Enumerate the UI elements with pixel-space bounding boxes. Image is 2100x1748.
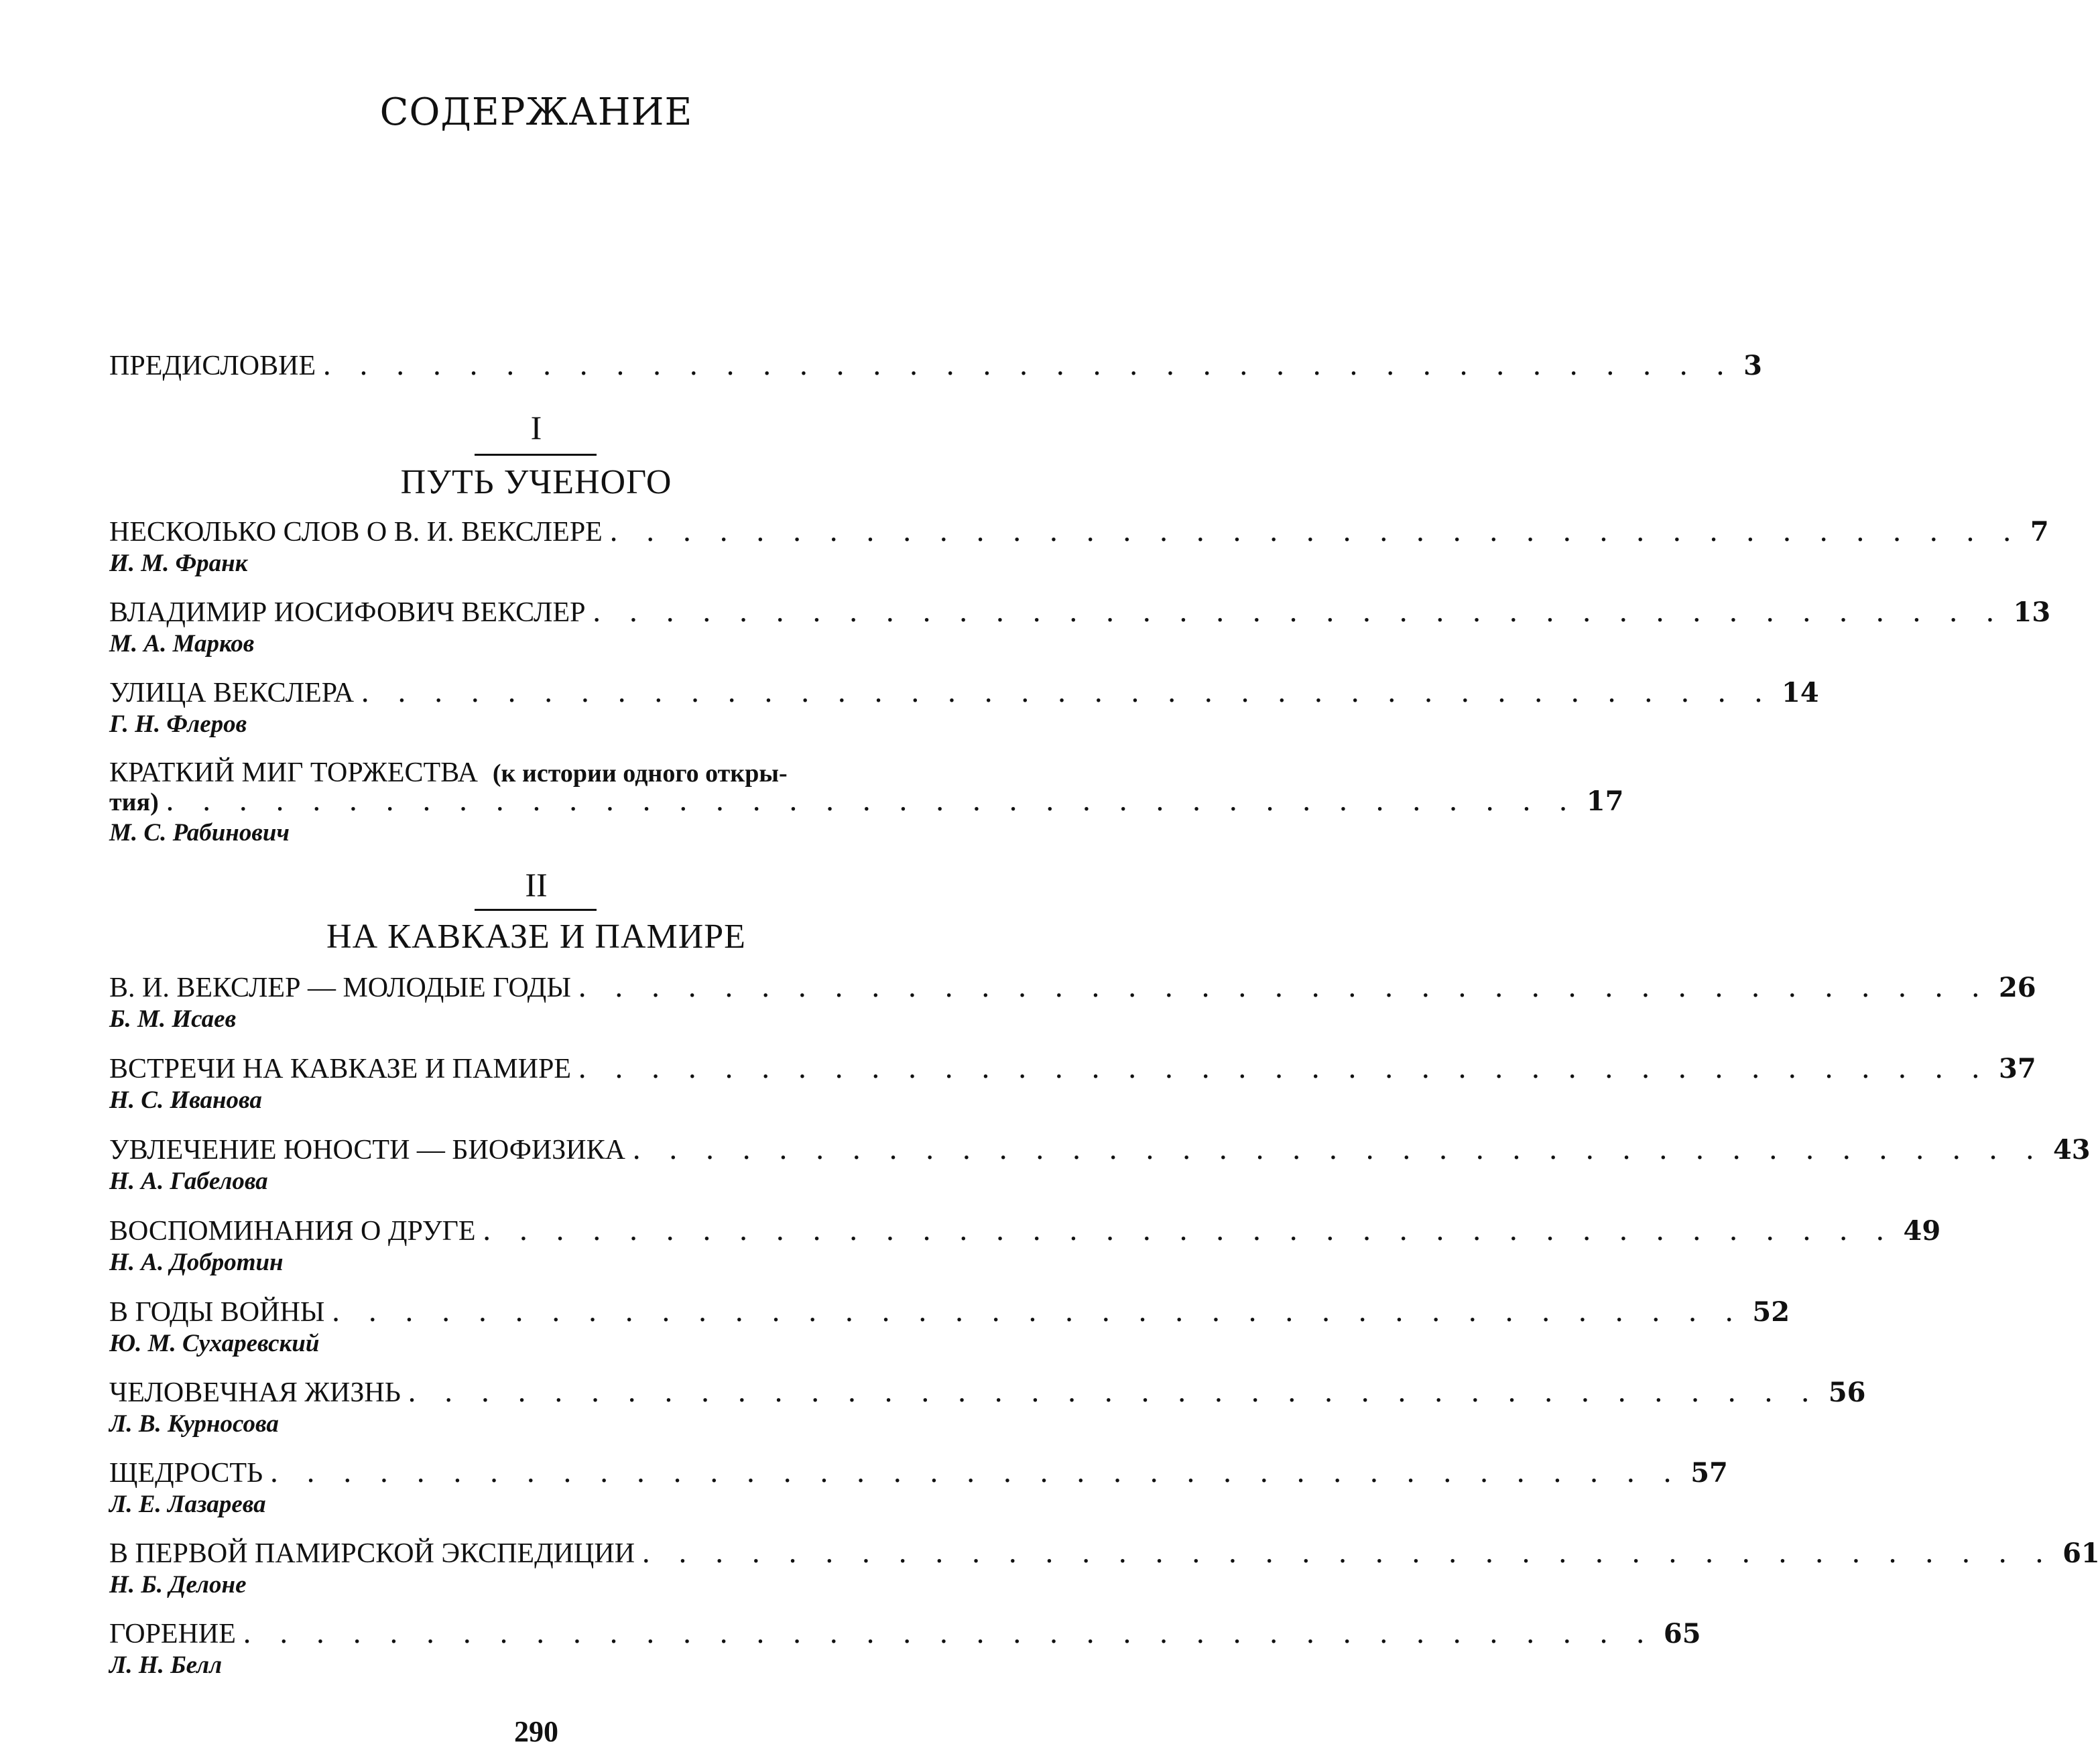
page-number: 290 <box>514 1715 558 1748</box>
entry-page: 37 <box>1999 1053 2036 1084</box>
entry-title: ГОРЕНИЕ <box>109 1619 236 1649</box>
entry-author: Л. В. Курносова <box>109 1410 279 1438</box>
entry-title: ВСТРЕЧИ НА КАВКАЗЕ И ПАМИРЕ <box>109 1054 572 1084</box>
section-numeral: II <box>525 866 548 903</box>
leader-dots: . . . . . . . . . . . . . . . . . . . . . . . . . . . . . . . . . . . . . . . <box>165 784 1577 817</box>
entry-title: НЕСКОЛЬКО СЛОВ О В. И. ВЕКСЛЕРЕ <box>109 517 603 548</box>
entry-page: 26 <box>1998 972 2036 1003</box>
section-numeral: I <box>530 409 542 446</box>
leader-dots: . . . . . . . . . . . . . . . . . . . . . . . . . . . . . . . . . . . . . . . <box>269 1456 1682 1489</box>
entry-author: Л. Е. Лазарева <box>109 1491 266 1518</box>
entry-page: 56 <box>1828 1377 1866 1408</box>
entry-title: В ПЕРВОЙ ПАМИРСКОЙ ЭКСПЕДИЦИИ <box>109 1538 635 1569</box>
leader-dots: . . . . . . . . . . . . . . . . . . . . . . . . . . . . . . . . . . . . . . . <box>631 1133 2044 1166</box>
toc-entry[interactable] <box>109 1052 2036 1115</box>
entry-title: ВЛАДИМИР ИОСИФОВИЧ ВЕКСЛЕР <box>109 597 586 628</box>
entry-author: Н. А. Добротин <box>109 1249 284 1276</box>
toc-entry[interactable] <box>109 971 2036 1034</box>
toc-entry[interactable] <box>109 595 2051 659</box>
toc-entry[interactable] <box>109 1456 1728 1519</box>
leader-dots: . . . . . . . . . . . . . . . . . . . . . . . . . . . . . . . . . . . . . . . <box>609 515 2021 548</box>
leader-dots: . . . . . . . . . . . . . . . . . . . . . . . . . . . . . . . . . . . . . . . <box>641 1536 2054 1569</box>
entry-title: ПРЕДИСЛОВИЕ <box>109 351 316 381</box>
entry-page: 57 <box>1690 1457 1728 1489</box>
section-title: НА КАВКАЗЕ И ПАМИРЕ <box>326 918 746 956</box>
entry-author: Н. С. Иванова <box>109 1086 262 1114</box>
entry-note-continued: тия) <box>109 788 159 816</box>
entry-author: Л. Н. Белл <box>109 1651 223 1679</box>
entry-page: 43 <box>2052 1134 2091 1166</box>
leader-dots: . . . . . . . . . . . . . . . . . . . . . . . . . . . . . . . . . . . . . . . <box>578 1052 1990 1084</box>
entry-page: 49 <box>1903 1215 1941 1247</box>
entry-note: (к истории одного откры- <box>492 759 788 788</box>
entry-author: Б. М. Исаев <box>109 1005 237 1033</box>
leader-dots: . . . . . . . . . . . . . . . . . . . . . . . . . . . . . . . . . . . . . . . <box>322 349 1735 381</box>
entry-title: КРАТКИЙ МИГ ТОРЖЕСТВА <box>109 757 478 788</box>
leader-dots: . . . . . . . . . . . . . . . . . . . . . . . . . . . . . . . . . . . . . . . <box>331 1295 1743 1328</box>
entry-title: ЩЕДРОСТЬ <box>109 1458 263 1489</box>
entry-title: УВЛЕЧЕНИЕ ЮНОСТИ — БИОФИЗИКА <box>109 1135 625 1166</box>
section-divider <box>475 454 597 456</box>
toc-entry[interactable] <box>109 515 2049 578</box>
toc-entry[interactable] <box>109 1536 2100 1600</box>
entry-title: УЛИЦА ВЕКСЛЕРА <box>109 678 355 708</box>
section-divider <box>475 909 597 911</box>
leader-dots: . . . . . . . . . . . . . . . . . . . . . . . . . . . . . . . . . . . . . . . <box>577 971 1989 1003</box>
toc-entry[interactable] <box>109 1375 1866 1439</box>
entry-title: В. И. ВЕКСЛЕР — МОЛОДЫЕ ГОДЫ <box>109 973 571 1003</box>
toc-entry[interactable] <box>109 1133 2091 1196</box>
entry-author: Н. А. Габелова <box>109 1168 268 1195</box>
entry-title: В ГОДЫ ВОЙНЫ <box>109 1297 325 1328</box>
toc-entry[interactable] <box>109 1617 1701 1680</box>
page-title: СОДЕРЖАНИЕ <box>379 90 693 134</box>
leader-dots: . . . . . . . . . . . . . . . . . . . . . . . . . . . . . . . . . . . . . . . <box>592 595 2004 628</box>
toc-entry[interactable] <box>109 1295 1790 1359</box>
entry-author: М. А. Марков <box>109 630 255 658</box>
entry-author: Н. Б. Делоне <box>109 1571 247 1599</box>
entry-author: Г. Н. Флеров <box>109 710 247 738</box>
entry-title: ВОСПОМИНАНИЯ О ДРУГЕ <box>109 1216 476 1247</box>
entry-author: Ю. М. Сухаревский <box>109 1330 320 1357</box>
entry-page: 7 <box>2030 516 2049 548</box>
entry-page: 3 <box>1743 350 1762 381</box>
entry-author: М. С. Рабинович <box>109 819 290 847</box>
section-title: ПУТЬ УЧЕНОГО <box>400 463 672 501</box>
entry-page: 13 <box>2013 597 2051 628</box>
leader-dots: . . . . . . . . . . . . . . . . . . . . . . . . . . . . . . . . . . . . . . . <box>482 1214 1894 1247</box>
entry-page: 52 <box>1752 1296 1790 1328</box>
leader-dots: . . . . . . . . . . . . . . . . . . . . . . . . . . . . . . . . . . . . . . . <box>361 676 1773 708</box>
leader-dots: . . . . . . . . . . . . . . . . . . . . . . . . . . . . . . . . . . . . . . . <box>407 1375 1819 1408</box>
entry-page: 65 <box>1663 1618 1701 1649</box>
leader-dots: . . . . . . . . . . . . . . . . . . . . . . . . . . . . . . . . . . . . . . . <box>242 1617 1654 1649</box>
toc-entry[interactable] <box>109 676 1819 739</box>
entry-title: ЧЕЛОВЕЧНАЯ ЖИЗНЬ <box>109 1377 401 1408</box>
toc-entry[interactable] <box>109 756 1624 848</box>
entry-page: 61 <box>2062 1538 2100 1569</box>
entry-page: 17 <box>1586 786 1624 817</box>
entry-page: 14 <box>1782 677 1819 708</box>
toc-entry-preface[interactable] <box>109 349 1762 383</box>
toc-entry[interactable] <box>109 1214 1941 1277</box>
entry-author: И. М. Франк <box>109 550 248 577</box>
